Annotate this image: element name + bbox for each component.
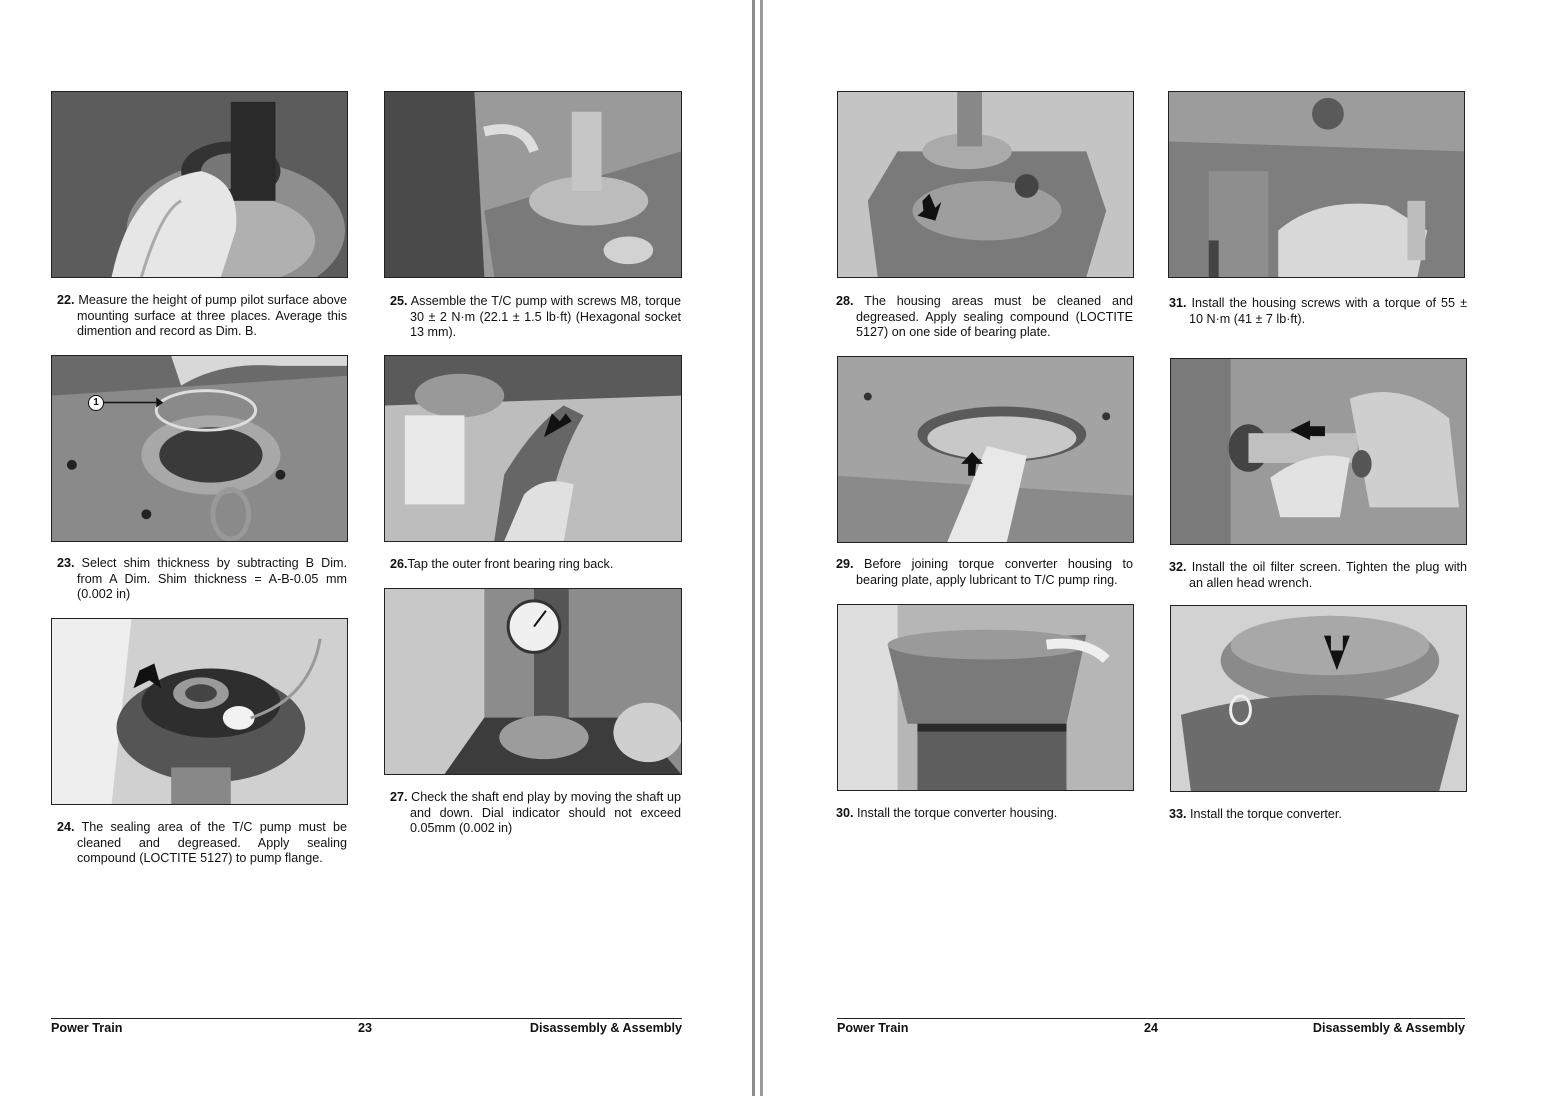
footer-section: Power Train (51, 1021, 123, 1035)
footer-chapter: Disassembly & Assembly (1312, 1021, 1465, 1035)
step-22-caption (57, 293, 347, 340)
step-number: 33. (1169, 807, 1187, 821)
step-31-photo (1168, 91, 1465, 278)
step-29-caption (836, 557, 1133, 588)
step-text: The housing areas must be cleaned and degreased. Apply sealing compound (LOCTITE 5127) on one side of bearing plate. (856, 294, 1133, 340)
step-number: 22. (57, 293, 75, 307)
step-26-photo (384, 355, 682, 542)
step-number: 29. (836, 557, 854, 571)
step-text: Install the oil filter screen. Tighten the plug with an allen head wrench. (1189, 560, 1467, 590)
step-30-photo (837, 604, 1134, 791)
footer-page-number: 23 (358, 1021, 373, 1035)
page-footer (837, 1018, 1465, 1038)
step-number: 26. (390, 557, 408, 571)
step-text: Assemble the T/C pump with screws M8, torque 30 ± 2 N·m (22.1 ± 1.5 lb·ft) (Hexagonal socket 13 mm). (410, 294, 681, 340)
step-32-photo (1170, 358, 1467, 545)
step-text: Check the shaft end play by moving the shaft up and down. Dial indicator should not exceed 0.05mm (0.002 in) (410, 790, 681, 836)
step-text: Tap the outer front bearing ring back. (407, 557, 614, 571)
step-25-photo (384, 91, 682, 278)
step-number: 28. (836, 294, 854, 308)
step-23-caption (57, 556, 347, 603)
step-25-caption (390, 294, 681, 341)
step-text: Select shim thickness by subtracting B Dim. from A Dim. Shim thickness = A-B-0.05 mm (0.002 in) (77, 556, 347, 602)
footer-chapter: Disassembly & Assembly (529, 1021, 682, 1035)
step-text: Install the housing screws with a torque of 55 ± 10 N·m (41 ± 7 lb·ft). (1189, 296, 1467, 326)
step-22-photo (51, 91, 348, 278)
step-30-caption (836, 806, 1133, 822)
step-31-caption (1169, 296, 1467, 327)
step-29-photo (837, 356, 1134, 543)
step-text: Install the torque converter. (1190, 807, 1342, 821)
step-number: 24. (57, 820, 75, 834)
step-33-caption (1169, 807, 1467, 823)
step-26-caption (390, 557, 681, 573)
step-number: 32. (1169, 560, 1187, 574)
step-33-photo (1170, 605, 1467, 792)
step-text: Before joining torque converter housing to bearing plate, apply lubricant to T/C pump ring. (856, 557, 1133, 587)
step-text: Measure the height of pump pilot surface above mounting surface at three places. Average this dimention and record as Dim. B. (77, 293, 348, 339)
step-text: The sealing area of the T/C pump must be cleaned and degreased. Apply sealing compound (LOCTITE 5127) to pump flange. (77, 820, 347, 866)
step-27-caption (390, 790, 681, 837)
step-text: Install the torque converter housing. (857, 806, 1058, 820)
step-28-photo (837, 91, 1134, 278)
step-number: 25. (390, 294, 408, 308)
page-gutter (752, 0, 763, 1096)
step-24-photo (51, 618, 348, 805)
step-27-photo (384, 588, 682, 775)
page-footer (51, 1018, 682, 1038)
step-number: 27. (390, 790, 408, 804)
footer-page-number: 24 (1144, 1021, 1159, 1035)
footer-section: Power Train (837, 1021, 909, 1035)
callout-marker: 1 (88, 395, 104, 411)
step-number: 31. (1169, 296, 1187, 310)
step-28-caption (836, 294, 1133, 341)
step-number: 23. (57, 556, 75, 570)
step-32-caption (1169, 560, 1467, 591)
step-number: 30. (836, 806, 854, 820)
step-24-caption (57, 820, 347, 867)
step-23-photo (51, 355, 348, 542)
